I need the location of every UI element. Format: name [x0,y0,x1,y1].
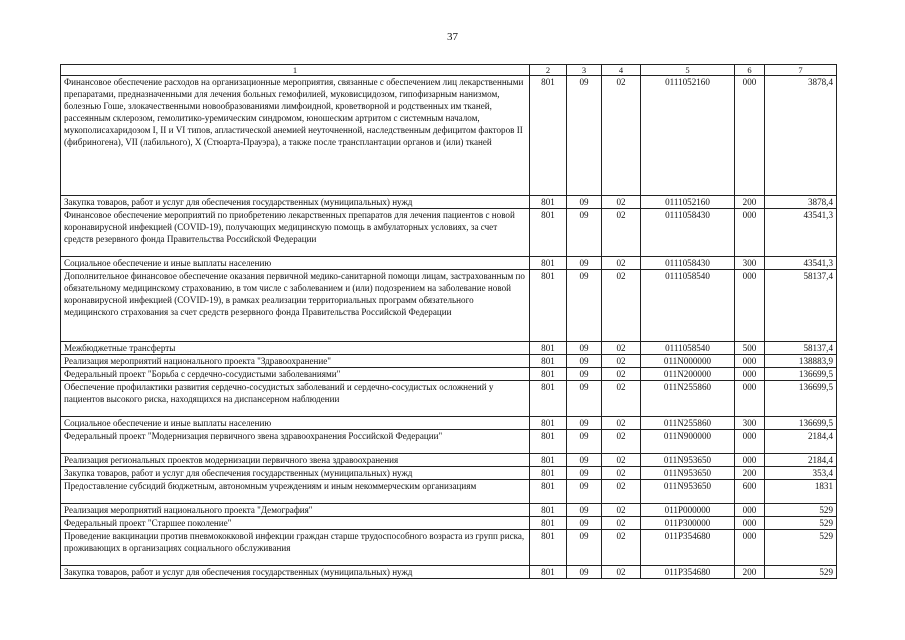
row-amount-cell: 529 [765,566,837,579]
row-expense-type-cell: 500 [735,342,765,355]
row-expense-type-cell: 000 [735,430,765,454]
row-name-cell: Закупка товаров, работ и услуг для обеспечения государственных (муниципальных) нужд [61,566,530,579]
row-expense-type-cell: 000 [735,368,765,381]
row-amount-cell: 136699,5 [765,381,837,417]
row-name-cell: Обеспечение профилактики развития сердечно-сосудистых заболеваний и сердечно-сосудистых осложнений у пациентов высокого риска, находящихся на диспансерном наблюдении [61,381,530,417]
row-amount-cell: 58137,4 [765,270,837,342]
row-expense-type-cell: 000 [735,517,765,530]
row-code-cell: 801 [530,504,567,517]
row-amount-cell: 136699,5 [765,417,837,430]
budget-table [60,64,837,579]
row-target-article-cell: 011P354680 [641,530,735,566]
row-code-cell: 801 [530,417,567,430]
table-row [61,355,837,368]
row-target-article-cell: 0111052160 [641,76,735,196]
row-section-cell: 09 [567,454,602,467]
row-expense-type-cell: 200 [735,467,765,480]
row-name-cell: Реализация региональных проектов модернизации первичного звена здравоохранения [61,454,530,467]
row-amount-cell: 529 [765,504,837,517]
table-row [61,209,837,257]
row-subsection-cell: 02 [602,381,641,417]
table-row [61,381,837,417]
row-section-cell: 09 [567,381,602,417]
row-section-cell: 09 [567,566,602,579]
row-target-article-cell: 011N953650 [641,467,735,480]
row-section-cell: 09 [567,480,602,504]
table-row [61,76,837,196]
row-amount-cell: 529 [765,517,837,530]
row-code-cell: 801 [530,76,567,196]
row-name-cell: Закупка товаров, работ и услуг для обеспечения государственных (муниципальных) нужд [61,196,530,209]
row-expense-type-cell: 000 [735,381,765,417]
row-expense-type-cell: 300 [735,257,765,270]
row-subsection-cell: 02 [602,342,641,355]
row-amount-cell: 3878,4 [765,196,837,209]
row-target-article-cell: 0111058540 [641,342,735,355]
row-name-cell: Реализация мероприятий национального проекта "Демография" [61,504,530,517]
row-code-cell: 801 [530,209,567,257]
row-code-cell: 801 [530,196,567,209]
row-section-cell: 09 [567,76,602,196]
row-target-article-cell: 011P300000 [641,517,735,530]
row-subsection-cell: 02 [602,467,641,480]
row-name-cell: Предоставление субсидий бюджетным, автономным учреждениям и иным некоммерческим организациям [61,480,530,504]
row-subsection-cell: 02 [602,209,641,257]
row-expense-type-cell: 600 [735,480,765,504]
table-row [61,530,837,566]
row-code-cell: 801 [530,454,567,467]
row-subsection-cell: 02 [602,355,641,368]
header-col-2: 2 [530,65,567,76]
row-expense-type-cell: 000 [735,454,765,467]
table-row [61,342,837,355]
row-code-cell: 801 [530,381,567,417]
row-code-cell: 801 [530,342,567,355]
table-row [61,430,837,454]
header-col-3: 3 [567,65,602,76]
row-subsection-cell: 02 [602,480,641,504]
row-subsection-cell: 02 [602,368,641,381]
row-target-article-cell: 0111052160 [641,196,735,209]
row-expense-type-cell: 300 [735,417,765,430]
row-target-article-cell: 0111058430 [641,257,735,270]
table-row [61,417,837,430]
row-section-cell: 09 [567,467,602,480]
row-name-cell: Закупка товаров, работ и услуг для обеспечения государственных (муниципальных) нужд [61,467,530,480]
header-col-7: 7 [765,65,837,76]
page-number: 37 [447,31,458,43]
row-amount-cell: 138883,9 [765,355,837,368]
table-row [61,270,837,342]
row-code-cell: 801 [530,430,567,454]
row-expense-type-cell: 200 [735,196,765,209]
row-amount-cell: 43541,3 [765,257,837,270]
table-row [61,566,837,579]
row-amount-cell: 43541,3 [765,209,837,257]
row-section-cell: 09 [567,530,602,566]
row-section-cell: 09 [567,504,602,517]
row-subsection-cell: 02 [602,270,641,342]
row-code-cell: 801 [530,517,567,530]
header-col-5: 5 [641,65,735,76]
row-expense-type-cell: 000 [735,530,765,566]
row-section-cell: 09 [567,342,602,355]
header-col-1: 1 [61,65,530,76]
row-name-cell: Межбюджетные трансферты [61,342,530,355]
row-expense-type-cell: 200 [735,566,765,579]
row-name-cell: Федеральный проект "Старшее поколение" [61,517,530,530]
row-target-article-cell: 011N953650 [641,454,735,467]
row-section-cell: 09 [567,368,602,381]
row-subsection-cell: 02 [602,417,641,430]
row-subsection-cell: 02 [602,504,641,517]
row-target-article-cell: 011N255860 [641,381,735,417]
row-target-article-cell: 0111058430 [641,209,735,257]
row-name-cell: Финансовое обеспечение мероприятий по приобретению лекарственных препаратов для лечения пациентов с новой коронавирусной инфекцией (COVID-19), получающих медицинскую помощь в амбулаторных условиях, за счет средств резервного фонда Правительства Российской Федерации [61,209,530,257]
row-code-cell: 801 [530,467,567,480]
row-target-article-cell: 011N900000 [641,430,735,454]
row-section-cell: 09 [567,355,602,368]
row-subsection-cell: 02 [602,196,641,209]
row-code-cell: 801 [530,355,567,368]
row-section-cell: 09 [567,417,602,430]
table-row [61,467,837,480]
row-code-cell: 801 [530,530,567,566]
row-name-cell: Финансовое обеспечение расходов на организационные мероприятия, связанные с обеспечением лиц лекарственными препаратами, предназначенными для лечения больных гемофилией, муковисцидозом, гипофизарным нанизмом, болезнью Гоше, злокачественными новообразованиями лимфоидной, кроветворной и родственных им тканей, рассеянным склерозом, гемолитико-уремическим синдромом, юношеским артритом с системным началом, мукополисахаридозом I, II и VI типов, апластической анемией неуточненной, наследственным дефицитом факторов II (фибриногена), VII (лабильного), X (Стюарта-Прауэра), а также после трансплантации органов и (или) тканей [61,76,530,196]
row-subsection-cell: 02 [602,530,641,566]
table-row [61,504,837,517]
row-amount-cell: 2184,4 [765,430,837,454]
row-section-cell: 09 [567,270,602,342]
row-amount-cell: 529 [765,530,837,566]
row-expense-type-cell: 000 [735,270,765,342]
table-row [61,368,837,381]
row-code-cell: 801 [530,566,567,579]
row-code-cell: 801 [530,257,567,270]
row-name-cell: Федеральный проект "Борьба с сердечно-сосудистыми заболеваниями" [61,368,530,381]
row-target-article-cell: 0111058540 [641,270,735,342]
row-amount-cell: 3878,4 [765,76,837,196]
table-row [61,480,837,504]
table-row [61,454,837,467]
row-name-cell: Реализация мероприятий национального проекта "Здравоохранение" [61,355,530,368]
row-subsection-cell: 02 [602,566,641,579]
row-expense-type-cell: 000 [735,209,765,257]
row-expense-type-cell: 000 [735,504,765,517]
table-row [61,257,837,270]
table-row [61,517,837,530]
header-col-6: 6 [735,65,765,76]
row-target-article-cell: 011N953650 [641,480,735,504]
row-target-article-cell: 011P000000 [641,504,735,517]
row-name-cell: Проведение вакцинации против пневмококковой инфекции граждан старше трудоспособного возраста из групп риска, проживающих в организациях социального обслуживания [61,530,530,566]
row-target-article-cell: 011N255860 [641,417,735,430]
row-section-cell: 09 [567,430,602,454]
row-subsection-cell: 02 [602,430,641,454]
row-name-cell: Федеральный проект "Модернизация первичного звена здравоохранения Российской Федерации" [61,430,530,454]
row-subsection-cell: 02 [602,517,641,530]
row-code-cell: 801 [530,480,567,504]
row-amount-cell: 58137,4 [765,342,837,355]
row-expense-type-cell: 000 [735,76,765,196]
table-header-row [61,65,837,76]
row-code-cell: 801 [530,270,567,342]
row-code-cell: 801 [530,368,567,381]
row-subsection-cell: 02 [602,76,641,196]
header-col-4: 4 [602,65,641,76]
row-amount-cell: 1831 [765,480,837,504]
row-subsection-cell: 02 [602,257,641,270]
row-amount-cell: 136699,5 [765,368,837,381]
row-name-cell: Социальное обеспечение и иные выплаты населению [61,257,530,270]
row-amount-cell: 2184,4 [765,454,837,467]
row-section-cell: 09 [567,209,602,257]
row-section-cell: 09 [567,196,602,209]
row-target-article-cell: 011P354680 [641,566,735,579]
row-name-cell: Дополнительное финансовое обеспечение оказания первичной медико-санитарной помощи лицам, застрахованным по обязательному медицинскому страхованию, в том числе с заболеванием и (или) подозрением на заболевание новой коронавирусной инфекцией (COVID-19), в рамках реализации территориальных программ обязательного медицинского страхования за счет средств резервного фонда Правительства Российской Федерации [61,270,530,342]
row-target-article-cell: 011N000000 [641,355,735,368]
row-expense-type-cell: 000 [735,355,765,368]
row-section-cell: 09 [567,257,602,270]
row-amount-cell: 353,4 [765,467,837,480]
row-subsection-cell: 02 [602,454,641,467]
table-row [61,196,837,209]
row-section-cell: 09 [567,517,602,530]
row-target-article-cell: 011N200000 [641,368,735,381]
row-name-cell: Социальное обеспечение и иные выплаты населению [61,417,530,430]
